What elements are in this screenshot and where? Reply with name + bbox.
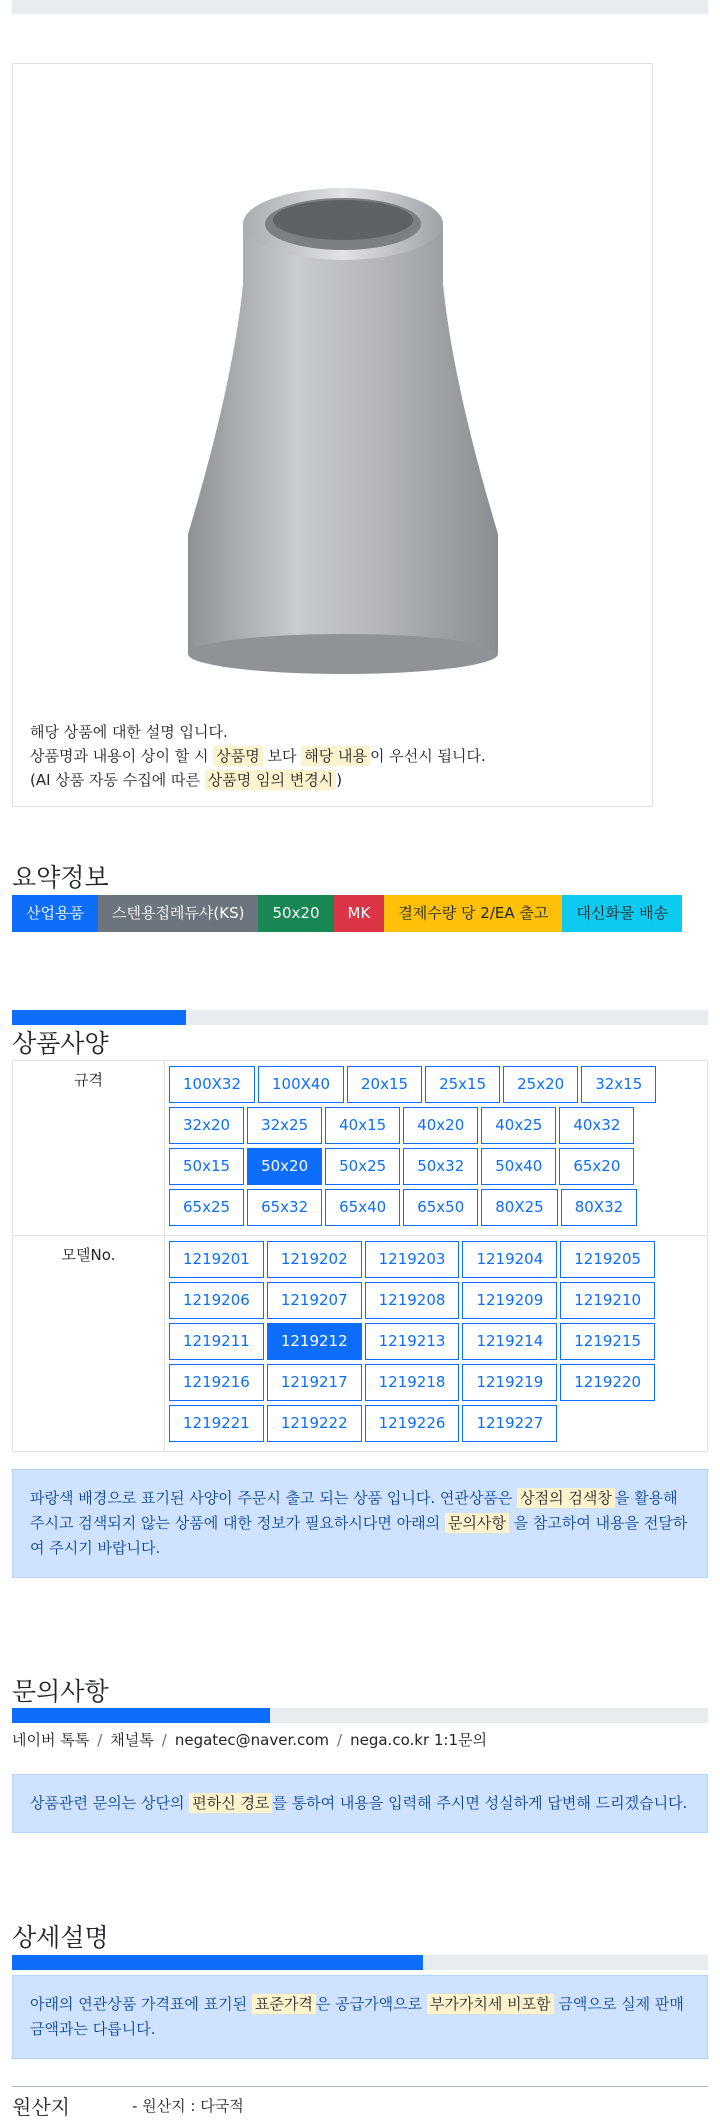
size-option-button[interactable]: 80X32 [561, 1189, 637, 1226]
inquiry-progress [12, 1708, 708, 1723]
size-option-button[interactable]: 50x32 [403, 1148, 478, 1185]
model-option-button[interactable]: 1219206 [169, 1282, 264, 1319]
spec-table [12, 1060, 708, 1452]
model-option-button[interactable]: 1219202 [267, 1241, 362, 1278]
origin-row [12, 2086, 708, 2124]
model-option-button[interactable]: 1219210 [560, 1282, 655, 1319]
size-option-button[interactable]: 50x15 [169, 1148, 244, 1185]
pipe-reducer-image [173, 134, 513, 744]
model-option-button[interactable]: 1219205 [560, 1241, 655, 1278]
model-option-button[interactable]: 1219216 [169, 1364, 264, 1401]
top-bar [12, 0, 708, 14]
model-options [165, 1236, 707, 1451]
model-option-button[interactable]: 1219213 [365, 1323, 460, 1360]
channel-talk-link[interactable]: 채널톡 [110, 1731, 154, 1749]
size-option-button[interactable]: 20x15 [347, 1066, 422, 1103]
model-option-button[interactable]: 1219201 [169, 1241, 264, 1278]
summary-tag: 산업용품 [12, 895, 98, 932]
size-option-button[interactable]: 65x50 [403, 1189, 478, 1226]
model-option-button[interactable]: 1219208 [365, 1282, 460, 1319]
model-option-button[interactable]: 1219203 [365, 1241, 460, 1278]
size-option-button[interactable]: 65x40 [325, 1189, 400, 1226]
size-option-button[interactable]: 50x40 [481, 1148, 556, 1185]
model-option-button[interactable]: 1219207 [267, 1282, 362, 1319]
model-option-button[interactable]: 1219220 [560, 1364, 655, 1401]
size-option-button[interactable]: 65x20 [559, 1148, 634, 1185]
model-option-button[interactable]: 1219215 [560, 1323, 655, 1360]
summary-tag: MK [334, 895, 385, 932]
product-image-box [12, 63, 653, 807]
size-label: 규격 [13, 1061, 165, 1235]
site-inquiry-link[interactable]: nega.co.kr 1:1문의 [350, 1731, 487, 1749]
model-option-button[interactable]: 1219226 [365, 1405, 460, 1442]
model-option-button[interactable]: 1219211 [169, 1323, 264, 1360]
size-option-button[interactable]: 100X32 [169, 1066, 255, 1103]
size-option-button[interactable]: 32x25 [247, 1107, 322, 1144]
spec-row-size [13, 1061, 707, 1236]
model-option-button[interactable]: 1219227 [462, 1405, 557, 1442]
model-option-button[interactable]: 1219221 [169, 1405, 264, 1442]
naver-talk-link[interactable]: 네이버 톡톡 [12, 1731, 90, 1749]
origin-label: 원산지 [12, 2095, 70, 2119]
size-option-button[interactable]: 65x32 [247, 1189, 322, 1226]
size-option-button[interactable]: 25x15 [425, 1066, 500, 1103]
inquiry-notice: 상품관련 문의는 상단의 편하신 경로 를 통하여 내용을 입력해 주시면 성실하게 답변해 드리겠습니다. [12, 1774, 708, 1833]
desc-line-1: 해당 상품에 대한 설명 입니다. [30, 723, 228, 741]
size-option-button[interactable]: 65x25 [169, 1189, 244, 1226]
model-option-button[interactable]: 1219217 [267, 1364, 362, 1401]
inquiry-title: 문의사항 [12, 1677, 109, 1706]
size-option-button[interactable]: 32x20 [169, 1107, 244, 1144]
spec-notice: 파랑색 배경으로 표기된 사양이 주문시 출고 되는 상품 입니다. 연관상품은 상점의 검색창 을 활용해 주시고 검색되지 않는 상품에 대한 정보가 필요하시다면 아래의 문의사항 을 참고하여 내용을 전달하여 주시기 바랍니다. [12, 1469, 708, 1578]
detail-notice: 아래의 연관상품 가격표에 표기된 표준가격 은 공급가액으로 부가가치세 비포함 금액으로 실제 판매금액과는 다릅니다. [12, 1975, 708, 2059]
size-option-button[interactable]: 50x25 [325, 1148, 400, 1185]
size-option-button[interactable]: 50x20 [247, 1148, 322, 1185]
size-option-button[interactable]: 40x20 [403, 1107, 478, 1144]
spec-title: 상품사양 [12, 1029, 109, 1058]
size-option-button[interactable]: 80X25 [481, 1189, 557, 1226]
model-option-button[interactable]: 1219222 [267, 1405, 362, 1442]
product-description [30, 720, 486, 792]
summary-tag: 대신화물 배송 [562, 895, 682, 932]
detail-title: 상세설명 [12, 1923, 109, 1952]
size-option-button[interactable]: 100X40 [258, 1066, 344, 1103]
spec-row-model [13, 1236, 707, 1452]
size-options [165, 1061, 707, 1235]
summary-title: 요약정보 [12, 863, 109, 892]
model-option-button[interactable]: 1219218 [365, 1364, 460, 1401]
model-label: 모델No. [13, 1236, 165, 1451]
size-option-button[interactable]: 40x15 [325, 1107, 400, 1144]
model-option-button[interactable]: 1219209 [462, 1282, 557, 1319]
model-option-button[interactable]: 1219204 [462, 1241, 557, 1278]
summary-tag: 스텐용접레듀샤(KS) [98, 895, 259, 932]
model-option-button[interactable]: 1219212 [267, 1323, 362, 1360]
detail-progress [12, 1955, 708, 1970]
desc-line-3: (AI 상품 자동 수집에 따른 상품명 임의 변경시 ) [30, 771, 343, 789]
size-option-button[interactable]: 40x25 [481, 1107, 556, 1144]
spec-progress [12, 1010, 708, 1025]
model-option-button[interactable]: 1219219 [462, 1364, 557, 1401]
desc-line-2: 상품명과 내용이 상이 할 시 상품명 보다 해당 내용 이 우선시 됩니다. [30, 747, 486, 765]
summary-tags [12, 895, 682, 932]
model-option-button[interactable]: 1219214 [462, 1323, 557, 1360]
size-option-button[interactable]: 40x32 [559, 1107, 634, 1144]
summary-tag: 결제수량 당 2/EA 출고 [384, 895, 562, 932]
summary-tag: 50x20 [258, 895, 333, 932]
email-link[interactable]: negatec@naver.com [174, 1731, 330, 1749]
size-option-button[interactable]: 32x15 [581, 1066, 656, 1103]
size-option-button[interactable]: 25x20 [503, 1066, 578, 1103]
contact-links: 네이버 톡톡 / 채널톡 / negatec@naver.com / nega.co.kr 1:1문의 [12, 1731, 487, 1749]
origin-value: - 원산지 : 다국적 [132, 2097, 244, 2115]
